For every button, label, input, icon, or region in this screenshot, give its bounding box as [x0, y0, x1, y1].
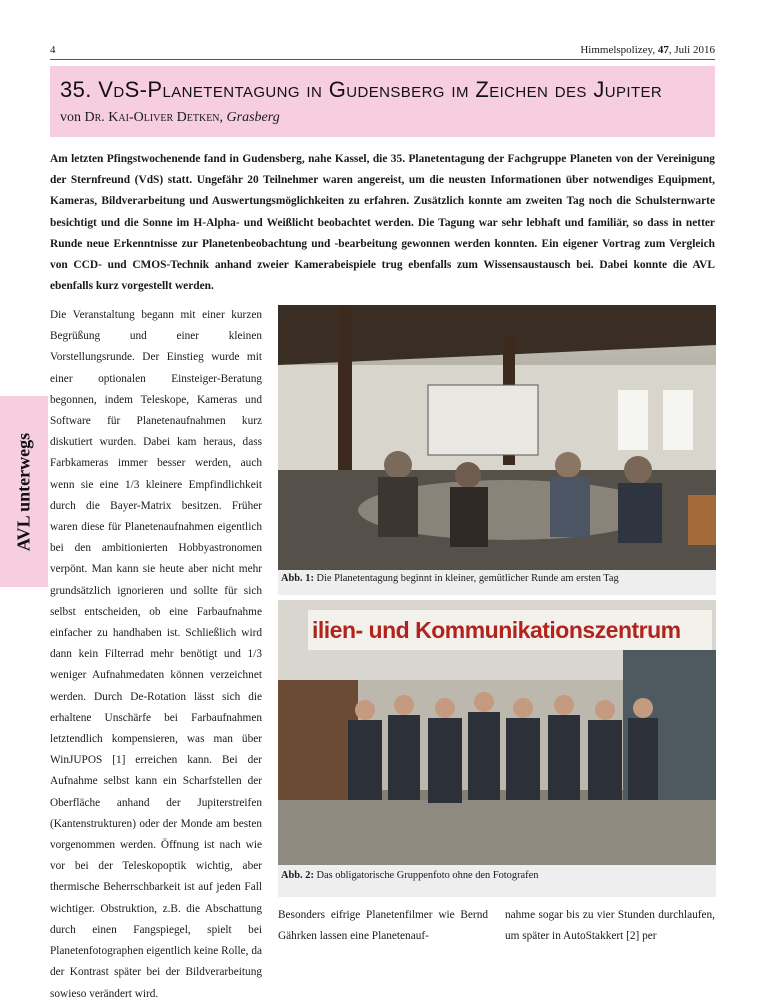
body-paragraph: Die Veranstaltung begann mit einer kurzen Begrüßung und einer kleinen Vorstellungsrunde. Der Einstieg wurde mit einer optionalen Einsteiger-Beratung begonnen, indem Teleskope, Kameras und Software für Planetenaufnahmen kurz diskutiert wurden. Dabei kam heraus, dass Farbkameras immer besser werden, auch wenn sie eine 1/3 kleinere Empfindlichkeit durch die Bayer-Matrix besitzen. Früher waren diese für Planetenaufnahmen eigentlich bei den ambitionierten Hobbyastronomen verpönt. Man kann sie heute aber nicht mehr grundsätzlich ignorieren und sollte für sich selbst entscheiden, ob eine Farbaufnahme einfacher zu handhaben ist. Schließlich wird dann kein Filterrad mehr benötigt und 1/3 weniger Aufnahmedaten können verzeichnet werden. Durch De-Rotation lässt sich die erhaltene Unschärfe bei Farbaufnahmen letztendlich kompensieren, was man über WinJUPOS [1] erreichen kann. Bei der Aufnahme selbst kann ein Scharfstellen der Oberfläche anhand der Jupiterstreifen (Kantenstrukturen) oder der Monde am besten vorgenommen werden. Öffnung ist nach wie vor bei der Teleskopoptik wichtig, aber thermische Beherrschbarkeit ist auf jeden Fall wichtiger. Obstruktion, z.B. die Abschattung durch einen Fangspiegel, spielt bei Planetenfotographen eigentlich keine Rolle, da der Kontrast später bei der Bildverarbeitung sowieso verändert wird.	[50, 309, 262, 1000]
figure-caption-text: Die Planetentagung beginnt in kleiner, gemütlicher Runde am ersten Tag	[313, 573, 619, 584]
body-paragraph: nahme sogar bis zu vier Stunden durchlaufen, um später in AutoStakkert [2] per	[505, 909, 715, 943]
article-title: 35. VdS-Planetentagung in Gudensberg im Zeichen des Jupiter	[60, 77, 663, 102]
title-box	[50, 66, 715, 137]
running-header	[580, 44, 715, 56]
building-sign: ilien- und Kommunikationszentrum	[308, 610, 712, 650]
body-column-middle	[278, 905, 488, 947]
section-label: AVL unterwegs	[13, 432, 34, 551]
figure-caption-text: Das obligatorische Gruppenfoto ohne den Fotografen	[313, 870, 539, 881]
meeting-photo-illustration	[278, 305, 716, 570]
group-photo	[278, 600, 716, 865]
meeting-photo	[278, 305, 716, 570]
publication-name: Himmelspolizey,	[580, 44, 658, 56]
figure-label: Abb. 1:	[281, 573, 314, 584]
body-column-right	[505, 905, 715, 947]
figure-2	[278, 600, 716, 897]
author-name: Dr. Kai-Oliver Detken	[84, 110, 220, 125]
body-column-left	[50, 305, 262, 1005]
figure-1	[278, 305, 716, 595]
article-abstract: Am letzten Pfingstwochenende fand in Gudensberg, nahe Kassel, die 35. Planetentagung der Fachgruppe Planeten von der Vereinigung der Sternfreund (VdS) statt. Ungefähr 20 Teilnehmer waren angereist, um die neusten Informationen über notwendiges Equipment, Kameras, Bildverarbeitung und Auswertungsmöglichkeiten zu erfahren. Zusätzlich konnte am zweiten Tag noch die Schulsternwarte besichtigt und die Sonne im H-Alpha- und Weißlicht beobachtet werden. Die Tagung war sehr lebhaft und familiär, so dass in netter Runde neue Erkenntnisse zur Planetenbeobachtung und -bearbeitung gewonnen werden konnten. Ein eigener Vortrag zum Vergleich von CCD- und CMOS-Technik anhand zweier Kamerabeispiele trug ebenfalls zum Wissensaustausch bei. Dabei konnte die AVL ebenfalls kurz vorgestellt werden.	[50, 153, 715, 293]
header-rule	[50, 59, 715, 60]
issue-date: , Juli 2016	[668, 44, 715, 56]
byline: von Dr. Kai-Oliver Detken, Grasberg	[60, 110, 280, 125]
author-place: Grasberg	[226, 110, 280, 125]
byline-prefix: von	[60, 110, 85, 125]
figure-1-caption	[281, 573, 619, 584]
figure-2-caption	[281, 870, 538, 881]
body-paragraph: Besonders eifrige Planetenfilmer wie Bernd Gährken lassen eine Planetenauf-	[278, 909, 488, 943]
figure-label: Abb. 2:	[281, 870, 314, 881]
section-side-tab	[0, 396, 48, 587]
issue-number: 47	[657, 44, 669, 56]
page-number: 4	[50, 44, 56, 56]
